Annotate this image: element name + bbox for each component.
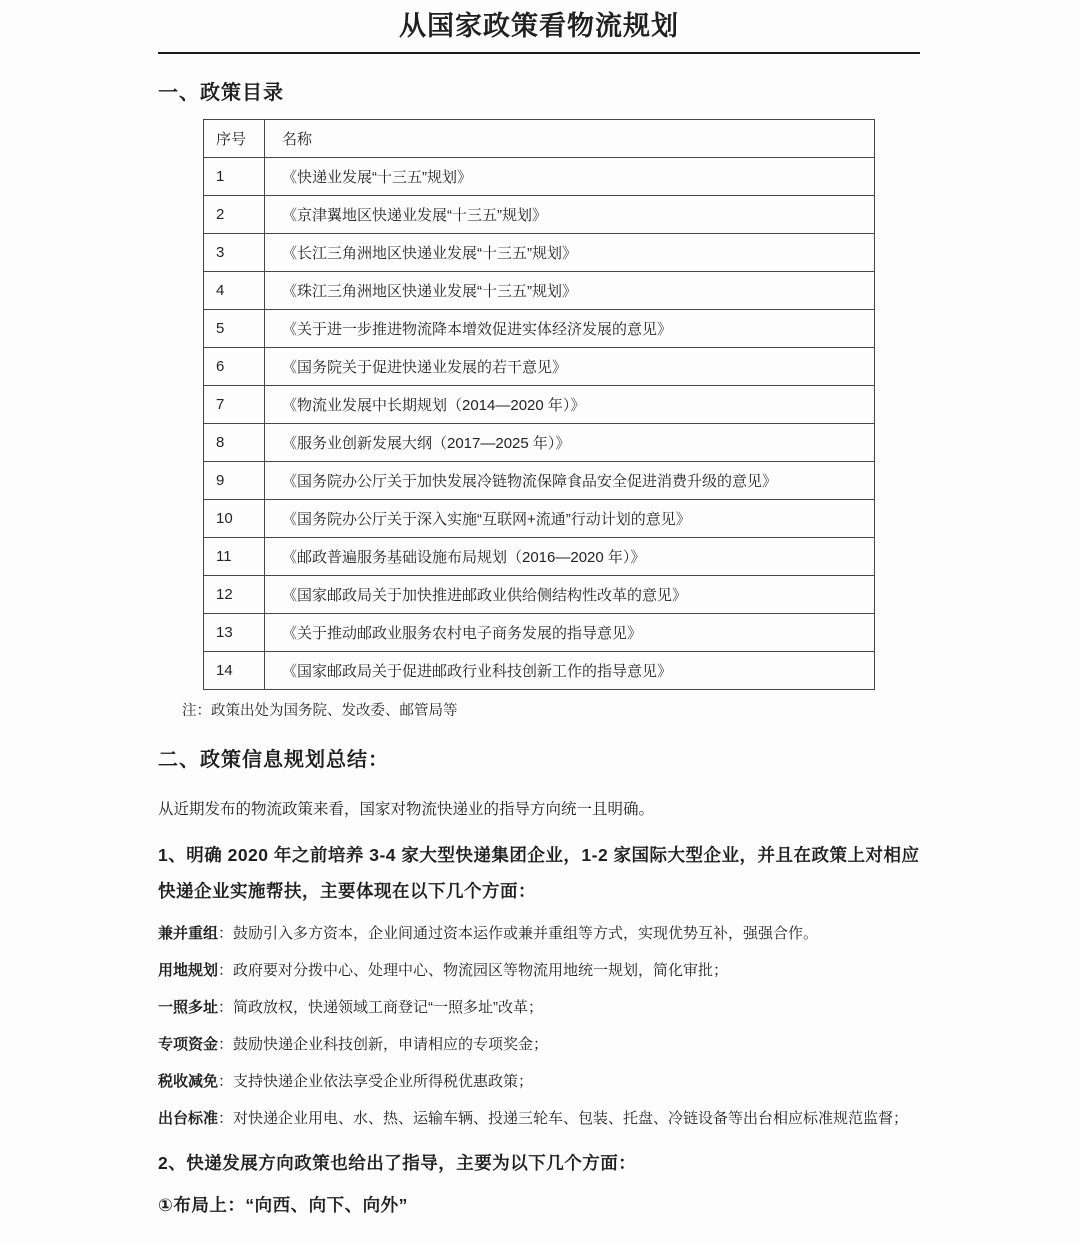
item-text: ：鼓励引入多方资本，企业间通过资本运作或兼并重组等方式，实现优势互补，强强合作。	[218, 925, 819, 942]
table-row	[204, 462, 875, 500]
row-num-cell: 8	[204, 424, 265, 462]
column-header-num: 序号	[204, 120, 265, 158]
row-name-cell: 《服务业创新发展大纲（2017—2025 年）》	[265, 424, 875, 462]
table-row	[204, 196, 875, 234]
point-1: 1、明确 2020 年之前培养 3-4 家大型快递集团企业，1-2 家国际大型企业，并且在政策上对相应快递企业实施帮扶，主要体现在以下几个方面：	[158, 845, 920, 901]
row-num-cell: 6	[204, 348, 265, 386]
item-label: 出台标准	[158, 1110, 219, 1127]
item-label: 兼并重组	[158, 925, 219, 942]
item-label: 税收减免	[158, 1073, 219, 1090]
row-name-cell: 《国家邮政局关于加快推进邮政业供给侧结构性改革的意见》	[265, 576, 875, 614]
policy-item-tax-relief	[158, 1070, 920, 1094]
table-row	[204, 614, 875, 652]
table-row	[204, 272, 875, 310]
row-name-cell: 《关于进一步推进物流降本增效促进实体经济发展的意见》	[265, 310, 875, 348]
item-label: 专项资金	[158, 1036, 219, 1053]
row-name-cell: 《关于推动邮政业服务农村电子商务发展的指导意见》	[265, 614, 875, 652]
item-label: 用地规划	[158, 962, 219, 979]
row-num-cell: 10	[204, 500, 265, 538]
row-num-cell: 5	[204, 310, 265, 348]
policy-table	[203, 119, 875, 690]
row-name-cell: 《国家邮政局关于促进邮政行业科技创新工作的指导意见》	[265, 652, 875, 690]
table-row	[204, 386, 875, 424]
page-title: 从国家政策看物流规划	[399, 11, 679, 41]
section2-heading: 二、政策信息规划总结：	[158, 749, 389, 771]
table-row	[204, 310, 875, 348]
policy-item-merger	[158, 922, 920, 946]
item-text: ：支持快递企业依法享受企业所得税优惠政策；	[218, 1073, 534, 1090]
table-row	[204, 158, 875, 196]
item-text: ：对快递企业用电、水、热、运输车辆、投递三轮车、包装、托盘、冷链设备等出台相应标准规范监督；	[218, 1110, 909, 1127]
table-row	[204, 234, 875, 272]
table-header-row	[204, 120, 875, 158]
table-row	[204, 652, 875, 690]
row-num-cell: 2	[204, 196, 265, 234]
row-name-cell: 《长江三角洲地区快递业发展“十三五”规划》	[265, 234, 875, 272]
section1-heading: 一、政策目录	[158, 82, 284, 104]
row-num-cell: 13	[204, 614, 265, 652]
row-name-cell: 《京津翼地区快递业发展“十三五”规划》	[265, 196, 875, 234]
row-num-cell: 1	[204, 158, 265, 196]
column-header-name: 名称	[265, 120, 875, 158]
row-name-cell: 《物流业发展中长期规划（2014—2020 年）》	[265, 386, 875, 424]
row-name-cell: 《国务院关于促进快递业发展的若干意见》	[265, 348, 875, 386]
row-num-cell: 11	[204, 538, 265, 576]
item-label: 一照多址	[158, 999, 219, 1016]
table-row	[204, 348, 875, 386]
row-num-cell: 14	[204, 652, 265, 690]
item-text: ：鼓励快递企业科技创新，申请相应的专项奖金；	[218, 1036, 549, 1053]
row-num-cell: 3	[204, 234, 265, 272]
sub-point-layout: ①布局上：“向西、向下、向外”	[158, 1195, 408, 1215]
table-row	[204, 538, 875, 576]
row-name-cell: 《国务院办公厅关于加快发展冷链物流保障食品安全促进消费升级的意见》	[265, 462, 875, 500]
policy-item-standards	[158, 1107, 920, 1131]
point-2: 2、快递发展方向政策也给出了指导，主要为以下几个方面：	[158, 1153, 637, 1173]
policy-item-land-planning	[158, 959, 920, 983]
item-text: ：简政放权，快递领域工商登记“一照多址”改革；	[218, 999, 544, 1016]
row-num-cell: 9	[204, 462, 265, 500]
row-name-cell: 《珠江三角洲地区快递业发展“十三五”规划》	[265, 272, 875, 310]
table-row	[204, 576, 875, 614]
title-divider	[158, 52, 920, 54]
policy-item-one-license	[158, 996, 920, 1020]
row-num-cell: 12	[204, 576, 265, 614]
row-name-cell: 《快递业发展“十三五”规划》	[265, 158, 875, 196]
policy-item-special-funds	[158, 1033, 920, 1057]
row-num-cell: 7	[204, 386, 265, 424]
row-name-cell: 《邮政普遍服务基础设施布局规划（2016—2020 年）》	[265, 538, 875, 576]
summary-intro: 从近期发布的物流政策来看，国家对物流快递业的指导方向统一且明确。	[158, 801, 655, 818]
row-name-cell: 《国务院办公厅关于深入实施“互联网+流通”行动计划的意见》	[265, 500, 875, 538]
item-text: ：政府要对分拨中心、处理中心、物流园区等物流用地统一规划，简化审批；	[218, 962, 729, 979]
row-num-cell: 4	[204, 272, 265, 310]
table-row	[204, 500, 875, 538]
table-source-note: 注：政策出处为国务院、发改委、邮管局等	[182, 703, 458, 719]
table-row	[204, 424, 875, 462]
